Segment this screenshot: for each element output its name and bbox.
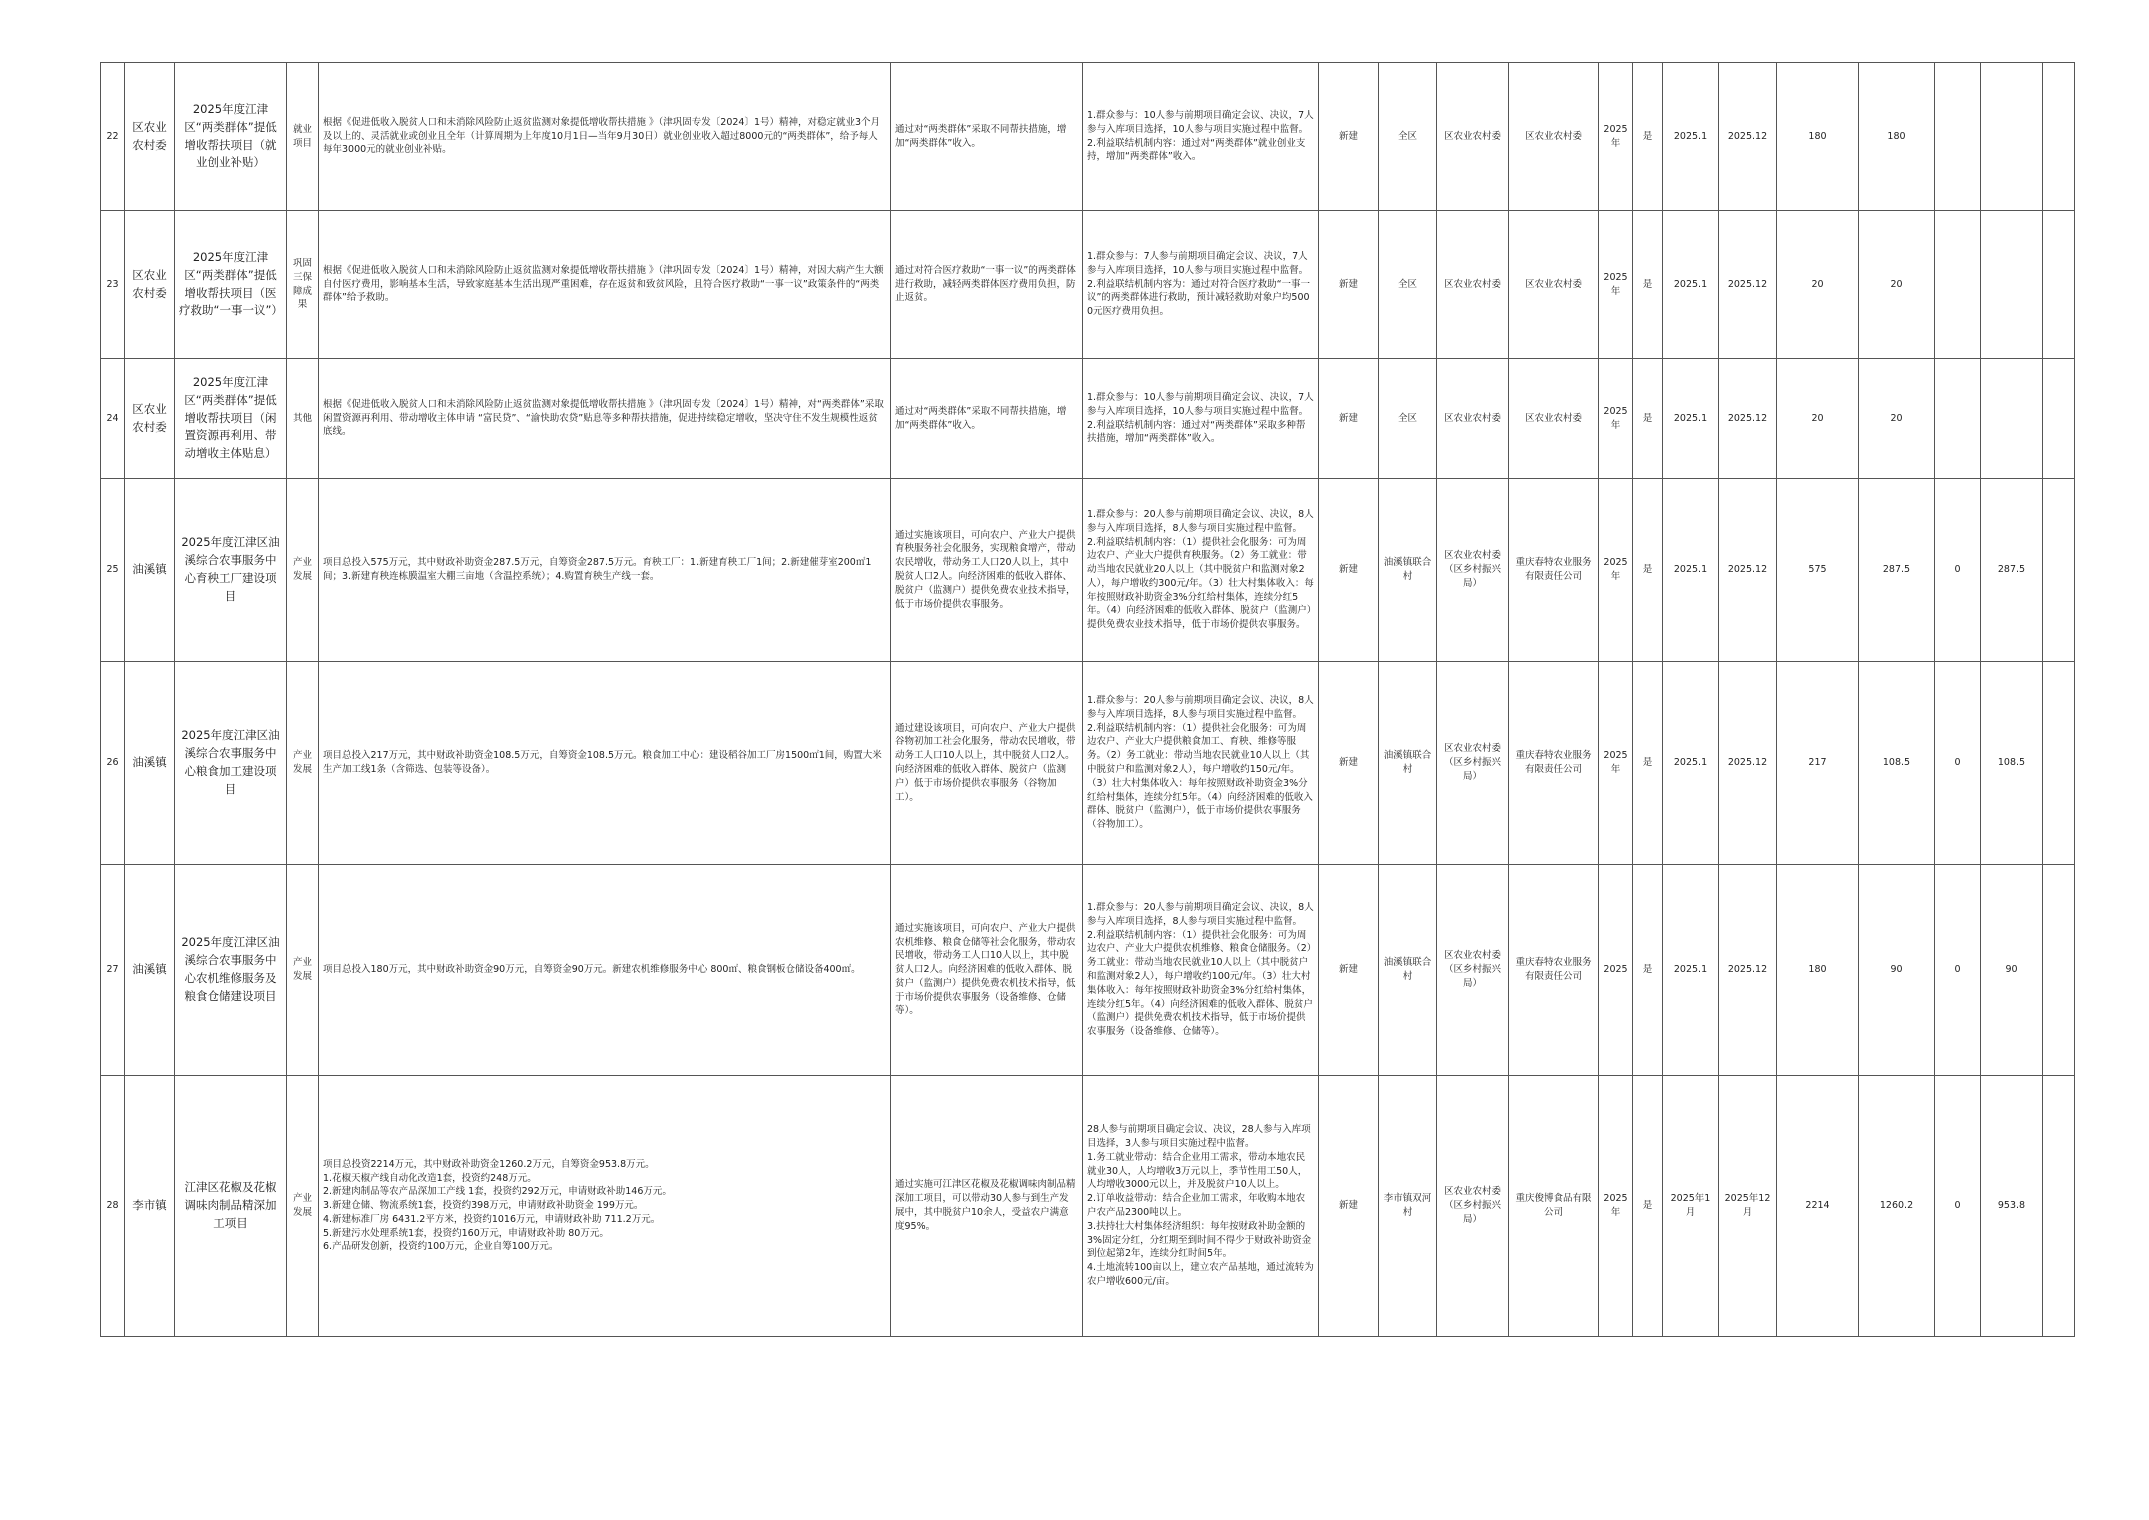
cell-build-type: 新建 <box>1319 1076 1379 1337</box>
cell-category: 其他 <box>287 359 319 479</box>
cell-goal: 通过对“两类群体”采取不同帮扶措施，增加“两类群体”收入。 <box>891 63 1083 211</box>
cell-no: 26 <box>101 662 125 865</box>
cell-end: 2025.12 <box>1719 359 1777 479</box>
cell-start: 2025.1 <box>1663 662 1719 865</box>
cell-project-name: 2025年度江津区油溪综合农事服务中心农机维修服务及粮食仓储建设项目 <box>175 865 287 1076</box>
cell-goal: 通过对符合医疗救助“一事一议”的两类群体进行救助，减轻两类群体医疗费用负担，防止返贫。 <box>891 211 1083 359</box>
cell-fiscal: 20 <box>1859 211 1935 359</box>
cell-content: 根据《促进低收入脱贫人口和未消除风险防止返贫监测对象提低增收帮扶措施 》（津巩固专发〔2024〕1号）精神，对稳定就业3个月及以上的、灵活就业或创业且全年（计算周期为上年度10月1日—当年9月30日）就业创业收入超过8000元的“两类群体”，给予每人每年3000元的就业创业补贴。 <box>319 63 891 211</box>
cell-build-type: 新建 <box>1319 662 1379 865</box>
cell-location: 油溪镇联合村 <box>1379 662 1437 865</box>
cell-total: 20 <box>1777 211 1859 359</box>
cell-implementer: 重庆俊博食品有限公司 <box>1509 1076 1599 1337</box>
cell-other <box>1935 211 1981 359</box>
cell-year: 2025年 <box>1599 63 1633 211</box>
cell-total: 2214 <box>1777 1076 1859 1337</box>
cell-self: 287.5 <box>1981 479 2043 662</box>
cell-category: 产业发展 <box>287 1076 319 1337</box>
cell-no: 27 <box>101 865 125 1076</box>
cell-project-name: 2025年度江津区油溪综合农事服务中心育秧工厂建设项目 <box>175 479 287 662</box>
cell-self <box>1981 359 2043 479</box>
cell-location: 全区 <box>1379 359 1437 479</box>
project-table <box>100 62 2075 1337</box>
cell-content: 项目总投入180万元，其中财政补助资金90万元，自筹资金90万元。新建农机维修服务中心 800㎡、粮食钢板仓储设备400㎡。 <box>319 865 891 1076</box>
cell-unit: 油溪镇 <box>125 865 175 1076</box>
cell-end: 2025年12月 <box>1719 1076 1777 1337</box>
cell-goal: 通过实施该项目，可向农户、产业大户提供农机维修、粮食仓储等社会化服务，带动农民增收，带动务工人口10人以上，其中脱贫人口2人。向经济困难的低收入群体、脱贫户（监测户）提供免费农机技术指导，低于市场价提供农事服务（设备维修、仓储等）。 <box>891 865 1083 1076</box>
cell-start: 2025年1月 <box>1663 1076 1719 1337</box>
cell-start: 2025.1 <box>1663 359 1719 479</box>
table-row <box>101 1076 2075 1337</box>
cell-flag: 是 <box>1633 359 1663 479</box>
cell-category: 产业发展 <box>287 865 319 1076</box>
cell-category: 产业发展 <box>287 479 319 662</box>
cell-implementer: 重庆春特农业服务有限责任公司 <box>1509 479 1599 662</box>
cell-start: 2025.1 <box>1663 63 1719 211</box>
cell-year: 2025年 <box>1599 662 1633 865</box>
cell-flag: 是 <box>1633 479 1663 662</box>
cell-no: 23 <box>101 211 125 359</box>
cell-self <box>1981 63 2043 211</box>
cell-year: 2025 <box>1599 865 1633 1076</box>
cell-content: 项目总投资2214万元，其中财政补助资金1260.2万元，自筹资金953.8万元。 1.花椒天椒产线自动化改造1套，投资约248万元。 2.新建肉制品等农产品深加工产线 1套，投资约292万元，申请财政补助146万元。 3.新建仓储、物流系统1套，投资约398万元，申请财政补助资金 199万元。 4.新建标准厂房 6431.2平方米，投资约1016万元，申请财政补助 711.2万元。 5.新建污水处理系统1套，投资约160万元，申请财政补助 80万元。 6.产品研发创新，投资约100万元，企业自筹100万元。 <box>319 1076 891 1337</box>
cell-project-name: 江津区花椒及花椒调味肉制品精深加工项目 <box>175 1076 287 1337</box>
cell-location: 油溪镇联合村 <box>1379 865 1437 1076</box>
cell-owner: 区农业农村委 <box>1437 359 1509 479</box>
cell-no: 22 <box>101 63 125 211</box>
cell-implementer: 区农业农村委 <box>1509 359 1599 479</box>
cell-remark <box>2043 63 2075 211</box>
cell-mechanism: 1.群众参与：7人参与前期项目确定会议、决议，7人参与入库项目选择，10人参与项目实施过程中监督。 2.利益联结机制内容为：通过对符合医疗救助“一事一议”的两类群体进行救助，预计减轻救助对象户均5000元医疗费用负担。 <box>1083 211 1319 359</box>
cell-other <box>1935 63 1981 211</box>
cell-remark <box>2043 1076 2075 1337</box>
cell-build-type: 新建 <box>1319 211 1379 359</box>
cell-self: 953.8 <box>1981 1076 2043 1337</box>
cell-project-name: 2025年度江津区“两类群体”提低增收帮扶项目（就业创业补贴） <box>175 63 287 211</box>
cell-unit: 李市镇 <box>125 1076 175 1337</box>
cell-flag: 是 <box>1633 211 1663 359</box>
cell-implementer: 重庆春特农业服务有限责任公司 <box>1509 662 1599 865</box>
cell-start: 2025.1 <box>1663 479 1719 662</box>
cell-total: 20 <box>1777 359 1859 479</box>
cell-unit: 区农业农村委 <box>125 63 175 211</box>
cell-fiscal: 90 <box>1859 865 1935 1076</box>
cell-other: 0 <box>1935 479 1981 662</box>
cell-remark <box>2043 211 2075 359</box>
cell-build-type: 新建 <box>1319 479 1379 662</box>
cell-project-name: 2025年度江津区“两类群体”提低增收帮扶项目（医疗救助“一事一议”） <box>175 211 287 359</box>
cell-project-name: 2025年度江津区油溪综合农事服务中心粮食加工建设项目 <box>175 662 287 865</box>
cell-build-type: 新建 <box>1319 63 1379 211</box>
cell-start: 2025.1 <box>1663 865 1719 1076</box>
cell-goal: 通过实施可江津区花椒及花椒调味肉制品精深加工项目，可以带动30人参与到生产发展中，其中脱贫户10余人，受益农户满意度95%。 <box>891 1076 1083 1337</box>
cell-owner: 区农业农村委（区乡村振兴局） <box>1437 1076 1509 1337</box>
cell-content: 根据《促进低收入脱贫人口和未消除风险防止返贫监测对象提低增收帮扶措施 》（津巩固专发〔2024〕1号）精神，对“两类群体”采取闲置资源再利用、带动增收主体申请 “富民贷”、“渝快助农贷”贴息等多种帮扶措施，促进持续稳定增收，坚决守住不发生规模性返贫底线。 <box>319 359 891 479</box>
cell-mechanism: 1.群众参与：20人参与前期项目确定会议、决议，8人参与入库项目选择，8人参与项目实施过程中监督。 2.利益联结机制内容：（1）提供社会化服务：可为周边农户、产业大户提供育秧服务。（2）务工就业：带动当地农民就业20人以上（其中脱贫户和监测对象2人），每户增收约300元/年。（3）壮大村集体收入：每年按照财政补助资金3%分红给村集体，连续分红5年。（4）向经济困难的低收入群体、脱贫户（监测户）提供免费农业技术指导，低于市场价提供农事服务。 <box>1083 479 1319 662</box>
cell-end: 2025.12 <box>1719 211 1777 359</box>
cell-unit: 区农业农村委 <box>125 359 175 479</box>
table-row <box>101 211 2075 359</box>
cell-owner: 区农业农村委（区乡村振兴局） <box>1437 662 1509 865</box>
cell-fiscal: 20 <box>1859 359 1935 479</box>
table-row <box>101 479 2075 662</box>
cell-implementer: 区农业农村委 <box>1509 211 1599 359</box>
cell-end: 2025.12 <box>1719 865 1777 1076</box>
cell-no: 24 <box>101 359 125 479</box>
cell-remark <box>2043 359 2075 479</box>
cell-category: 就业项目 <box>287 63 319 211</box>
cell-goal: 通过实施该项目，可向农户、产业大户提供育秧服务社会化服务，实现粮食增产，带动农民增收，带动务工人口20人以上，其中脱贫人口2人。向经济困难的低收入群体、脱贫户（监测户）提供免费农业技术指导，低于市场价提供农事服务。 <box>891 479 1083 662</box>
table-row <box>101 662 2075 865</box>
cell-project-name: 2025年度江津区“两类群体”提低增收帮扶项目（闲置资源再利用、带动增收主体贴息） <box>175 359 287 479</box>
cell-year: 2025年 <box>1599 479 1633 662</box>
cell-category: 产业发展 <box>287 662 319 865</box>
cell-mechanism: 1.群众参与：20人参与前期项目确定会议、决议，8人参与入库项目选择，8人参与项目实施过程中监督。 2.利益联结机制内容：（1）提供社会化服务：可为周边农户、产业大户提供农机维修、粮食仓储服务。（2）务工就业：带动当地农民就业10人以上（其中脱贫户和监测对象2人），每户增收约100元/年。（3）壮大村集体收入：每年按照财政补助资金3%分红给村集体，连续分红5年。（4）向经济困难的低收入群体、脱贫户（监测户）提供免费农机技术指导，低于市场价提供农事服务（设备维修、仓储等）。 <box>1083 865 1319 1076</box>
cell-fiscal: 287.5 <box>1859 479 1935 662</box>
cell-no: 25 <box>101 479 125 662</box>
cell-end: 2025.12 <box>1719 479 1777 662</box>
cell-other: 0 <box>1935 865 1981 1076</box>
cell-flag: 是 <box>1633 1076 1663 1337</box>
cell-content: 项目总投入217万元，其中财政补助资金108.5万元，自筹资金108.5万元。粮食加工中心：建设稻谷加工厂房1500㎡1间，购置大米生产加工线1条（含筛选、包装等设备）。 <box>319 662 891 865</box>
cell-flag: 是 <box>1633 865 1663 1076</box>
cell-self <box>1981 211 2043 359</box>
cell-mechanism: 1.群众参与：20人参与前期项目确定会议、决议，8人参与入库项目选择，8人参与项目实施过程中监督。 2.利益联结机制内容：（1）提供社会化服务：可为周边农户、产业大户提供粮食加工、育秧、维修等服务。（2）务工就业：带动当地农民就业10人以上（其中脱贫户和监测对象2人），每户增收约150元/年。（3）壮大村集体收入：每年按照财政补助资金3%分红给村集体，连续分红5年。（4）向经济困难的低收入群体、脱贫户（监测户），低于市场价提供农事服务（谷物加工）。 <box>1083 662 1319 865</box>
cell-no: 28 <box>101 1076 125 1337</box>
cell-mechanism: 28人参与前期项目确定会议、决议，28人参与入库项目选择，3人参与项目实施过程中监督。 1.务工就业带动：结合企业用工需求，带动本地农民就业30人，人均增收3万元以上，季节性用工50人，人均增收3000元以上，并及脱贫户10人以上。 2.订单收益带动：结合企业加工需求，年收购本地农户农产品2300吨以上。 3.扶持壮大村集体经济组织：每年按财政补助金额的3%固定分红，分红期至到时间不得少于财政补助资金到位起第2年，连续分红时间5年。 4.土地流转100亩以上，建立农产品基地，通过流转为农户增收600元/亩。 <box>1083 1076 1319 1337</box>
cell-self: 90 <box>1981 865 2043 1076</box>
cell-implementer: 重庆春特农业服务有限责任公司 <box>1509 865 1599 1076</box>
cell-content: 项目总投入575万元，其中财政补助资金287.5万元，自筹资金287.5万元。育秧工厂：1.新建育秧工厂1间；2.新建催芽室200㎡1间；3.新建育秧连栋膜温室大棚三亩地（含温控系统）；4.购置育秧生产线一套。 <box>319 479 891 662</box>
cell-owner: 区农业农村委 <box>1437 63 1509 211</box>
cell-remark <box>2043 662 2075 865</box>
cell-year: 2025年 <box>1599 211 1633 359</box>
cell-total: 180 <box>1777 63 1859 211</box>
cell-remark <box>2043 479 2075 662</box>
cell-end: 2025.12 <box>1719 662 1777 865</box>
cell-flag: 是 <box>1633 662 1663 865</box>
cell-owner: 区农业农村委 <box>1437 211 1509 359</box>
cell-self: 108.5 <box>1981 662 2043 865</box>
cell-unit: 油溪镇 <box>125 662 175 865</box>
cell-build-type: 新建 <box>1319 865 1379 1076</box>
cell-implementer: 区农业农村委 <box>1509 63 1599 211</box>
cell-build-type: 新建 <box>1319 359 1379 479</box>
cell-year: 2025年 <box>1599 359 1633 479</box>
cell-fiscal: 108.5 <box>1859 662 1935 865</box>
cell-mechanism: 1.群众参与：10人参与前期项目确定会议、决议，7人参与入库项目选择，10人参与项目实施过程中监督。 2.利益联结机制内容：通过对“两类群体”就业创业支持，增加“两类群体”收入。 <box>1083 63 1319 211</box>
cell-owner: 区农业农村委（区乡村振兴局） <box>1437 479 1509 662</box>
table-row <box>101 63 2075 211</box>
cell-unit: 区农业农村委 <box>125 211 175 359</box>
cell-location: 油溪镇联合村 <box>1379 479 1437 662</box>
table-row <box>101 359 2075 479</box>
cell-flag: 是 <box>1633 63 1663 211</box>
cell-owner: 区农业农村委（区乡村振兴局） <box>1437 865 1509 1076</box>
cell-mechanism: 1.群众参与：10人参与前期项目确定会议、决议，7人参与入库项目选择，10人参与项目实施过程中监督。 2.利益联结机制内容：通过对“两类群体”采取多种帮扶措施，增加“两类群体”收入。 <box>1083 359 1319 479</box>
cell-category: 巩固三保障成果 <box>287 211 319 359</box>
cell-other: 0 <box>1935 1076 1981 1337</box>
cell-end: 2025.12 <box>1719 63 1777 211</box>
cell-other <box>1935 359 1981 479</box>
cell-fiscal: 1260.2 <box>1859 1076 1935 1337</box>
cell-location: 全区 <box>1379 211 1437 359</box>
cell-remark <box>2043 865 2075 1076</box>
cell-other: 0 <box>1935 662 1981 865</box>
cell-fiscal: 180 <box>1859 63 1935 211</box>
cell-goal: 通过对“两类群体”采取不同帮扶措施，增加“两类群体”收入。 <box>891 359 1083 479</box>
cell-content: 根据《促进低收入脱贫人口和未消除风险防止返贫监测对象提低增收帮扶措施 》（津巩固专发〔2024〕1号）精神，对因大病产生大额自付医疗费用，影响基本生活，导致家庭基本生活出现严重困难，存在返贫和致贫风险，且符合医疗救助“一事一议”政策条件的“两类群体”给予救助。 <box>319 211 891 359</box>
cell-total: 217 <box>1777 662 1859 865</box>
cell-year: 2025年 <box>1599 1076 1633 1337</box>
cell-unit: 油溪镇 <box>125 479 175 662</box>
table-row <box>101 865 2075 1076</box>
cell-goal: 通过建设该项目，可向农户、产业大户提供谷物初加工社会化服务，带动农民增收，带动务工人口10人以上，其中脱贫人口2人。向经济困难的低收入群体、脱贫户（监测户）低于市场价提供农事服务（谷物加工）。 <box>891 662 1083 865</box>
cell-total: 575 <box>1777 479 1859 662</box>
cell-location: 李市镇双河村 <box>1379 1076 1437 1337</box>
cell-start: 2025.1 <box>1663 211 1719 359</box>
cell-total: 180 <box>1777 865 1859 1076</box>
cell-location: 全区 <box>1379 63 1437 211</box>
